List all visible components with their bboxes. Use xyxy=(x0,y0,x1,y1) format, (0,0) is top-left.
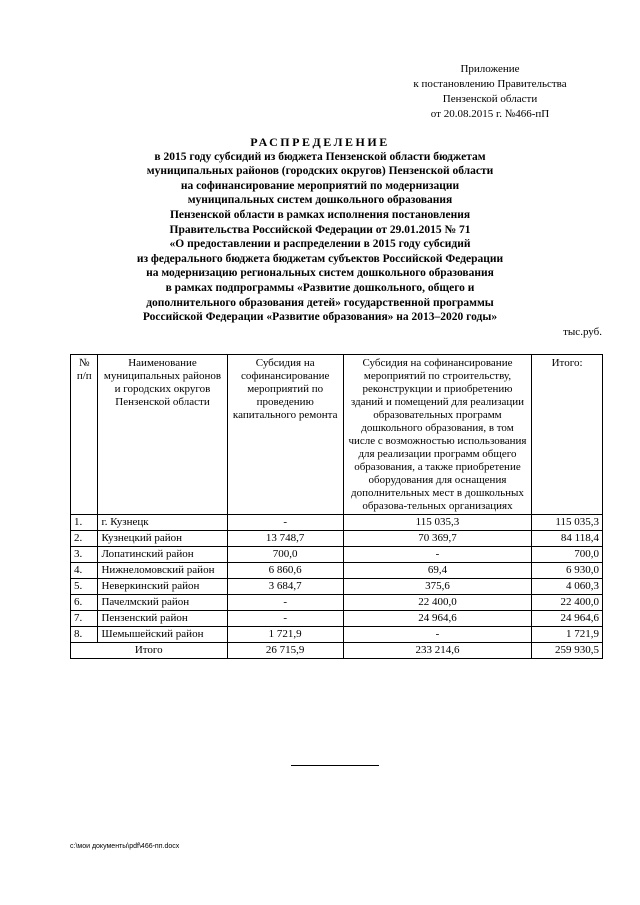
closing-rule xyxy=(291,765,379,766)
title-line: в рамках подпрограммы «Развитие дошкольного, общего и xyxy=(165,281,475,294)
header-sub2: Субсидия на софинансирование мероприятий по строительству, реконструкции и приобретению зданий и помещений для реализации образовательных программ дошкольного образования, в том числе с возможностью использования для реализации программ общего образования, а также приобретение оборудования для оснащения дополнительных мест в дошкольных образова-тельных организациях xyxy=(343,355,531,515)
document-title xyxy=(50,135,590,325)
table-row xyxy=(71,515,603,531)
row-name: Нижнеломовский район xyxy=(98,563,227,579)
row-num: 4. xyxy=(71,563,98,579)
row-sub1: 3 684,7 xyxy=(227,579,343,595)
title-line: Правительства Российской Федерации от 29.01.2015 № 71 xyxy=(169,223,471,236)
subsidy-table xyxy=(70,354,603,659)
row-sub1: - xyxy=(227,611,343,627)
title-heading: РАСПРЕДЕЛЕНИЕ xyxy=(250,135,390,149)
row-sub1: 13 748,7 xyxy=(227,531,343,547)
row-num: 7. xyxy=(71,611,98,627)
title-line: «О предоставлении и распределении в 2015 году субсидий xyxy=(169,238,471,251)
row-name: г. Кузнецк xyxy=(98,515,227,531)
row-total: 1 721,9 xyxy=(532,627,603,643)
appendix-line: к постановлению Правительства xyxy=(413,78,567,90)
row-sub1: - xyxy=(227,515,343,531)
table-row xyxy=(71,563,603,579)
header-sub1: Субсидия на софинансирование мероприятий по проведению капитального ремонта xyxy=(227,355,343,515)
row-sub1: 1 721,9 xyxy=(227,627,343,643)
row-name: Лопатинский район xyxy=(98,547,227,563)
row-total: 700,0 xyxy=(532,547,603,563)
row-total: 4 060,3 xyxy=(532,579,603,595)
title-line: муниципальных районов (городских округов) Пензенской области xyxy=(146,165,494,178)
row-sub2: - xyxy=(343,627,531,643)
title-line: на модернизацию региональных систем дошкольного образования xyxy=(146,267,494,280)
row-sub2: 24 964,6 xyxy=(343,611,531,627)
units-label: тыс.руб. xyxy=(563,326,602,338)
row-total: 84 118,4 xyxy=(532,531,603,547)
table-row xyxy=(71,547,603,563)
row-name: Пензенский район xyxy=(98,611,227,627)
title-line: дополнительного образования детей» государственной программы xyxy=(146,296,494,309)
appendix-block xyxy=(370,62,610,122)
row-name: Неверкинский район xyxy=(98,579,227,595)
title-line: из федерального бюджета бюджетам субъектов Российской Федерации xyxy=(136,252,504,265)
appendix-line: Приложение xyxy=(460,63,520,75)
row-name: Пачелмский район xyxy=(98,595,227,611)
title-line: муниципальных систем дошкольного образования xyxy=(187,194,453,207)
row-sub2: 115 035,3 xyxy=(343,515,531,531)
table-row xyxy=(71,627,603,643)
header-total: Итого: xyxy=(532,355,603,515)
row-sub2: 375,6 xyxy=(343,579,531,595)
row-num: 3. xyxy=(71,547,98,563)
row-num: 8. xyxy=(71,627,98,643)
row-total: 6 930,0 xyxy=(532,563,603,579)
row-sub2: 70 369,7 xyxy=(343,531,531,547)
table-row xyxy=(71,595,603,611)
row-sub1: 6 860,6 xyxy=(227,563,343,579)
appendix-line: Пензенской области xyxy=(442,93,538,105)
row-num: 6. xyxy=(71,595,98,611)
row-sub2: 22 400,0 xyxy=(343,595,531,611)
row-name: Кузнецкий район xyxy=(98,531,227,547)
row-sub2: 69,4 xyxy=(343,563,531,579)
row-name: Шемышейский район xyxy=(98,627,227,643)
header-name: Наименование муниципальных районов и городских округов Пензенской области xyxy=(98,355,227,515)
title-line: Российской Федерации «Развитие образования» на 2013–2020 годы» xyxy=(142,311,498,324)
table-row xyxy=(71,611,603,627)
title-line: в 2015 году субсидий из бюджета Пензенской области бюджетам xyxy=(154,150,486,163)
row-num: 1. xyxy=(71,515,98,531)
totals-sub2: 233 214,6 xyxy=(343,643,531,659)
appendix-date-number: от 20.08.2015 г. №466-пП xyxy=(430,108,550,120)
totals-total: 259 930,5 xyxy=(532,643,603,659)
row-total: 22 400,0 xyxy=(532,595,603,611)
title-line: на софинансирование мероприятий по модернизации xyxy=(180,179,460,192)
table-header-row xyxy=(71,355,603,515)
row-num: 5. xyxy=(71,579,98,595)
file-path-footer: c:\мои документы\pdf\466-пп.docx xyxy=(70,843,180,850)
totals-label: Итого xyxy=(71,643,228,659)
row-sub1: 700,0 xyxy=(227,547,343,563)
header-num: № п/п xyxy=(71,355,98,515)
row-num: 2. xyxy=(71,531,98,547)
row-total: 115 035,3 xyxy=(532,515,603,531)
table-row xyxy=(71,579,603,595)
table-row xyxy=(71,531,603,547)
row-total: 24 964,6 xyxy=(532,611,603,627)
row-sub2: - xyxy=(343,547,531,563)
table-totals-row xyxy=(71,643,603,659)
totals-sub1: 26 715,9 xyxy=(227,643,343,659)
title-line: Пензенской области в рамках исполнения постановления xyxy=(169,208,471,221)
row-sub1: - xyxy=(227,595,343,611)
